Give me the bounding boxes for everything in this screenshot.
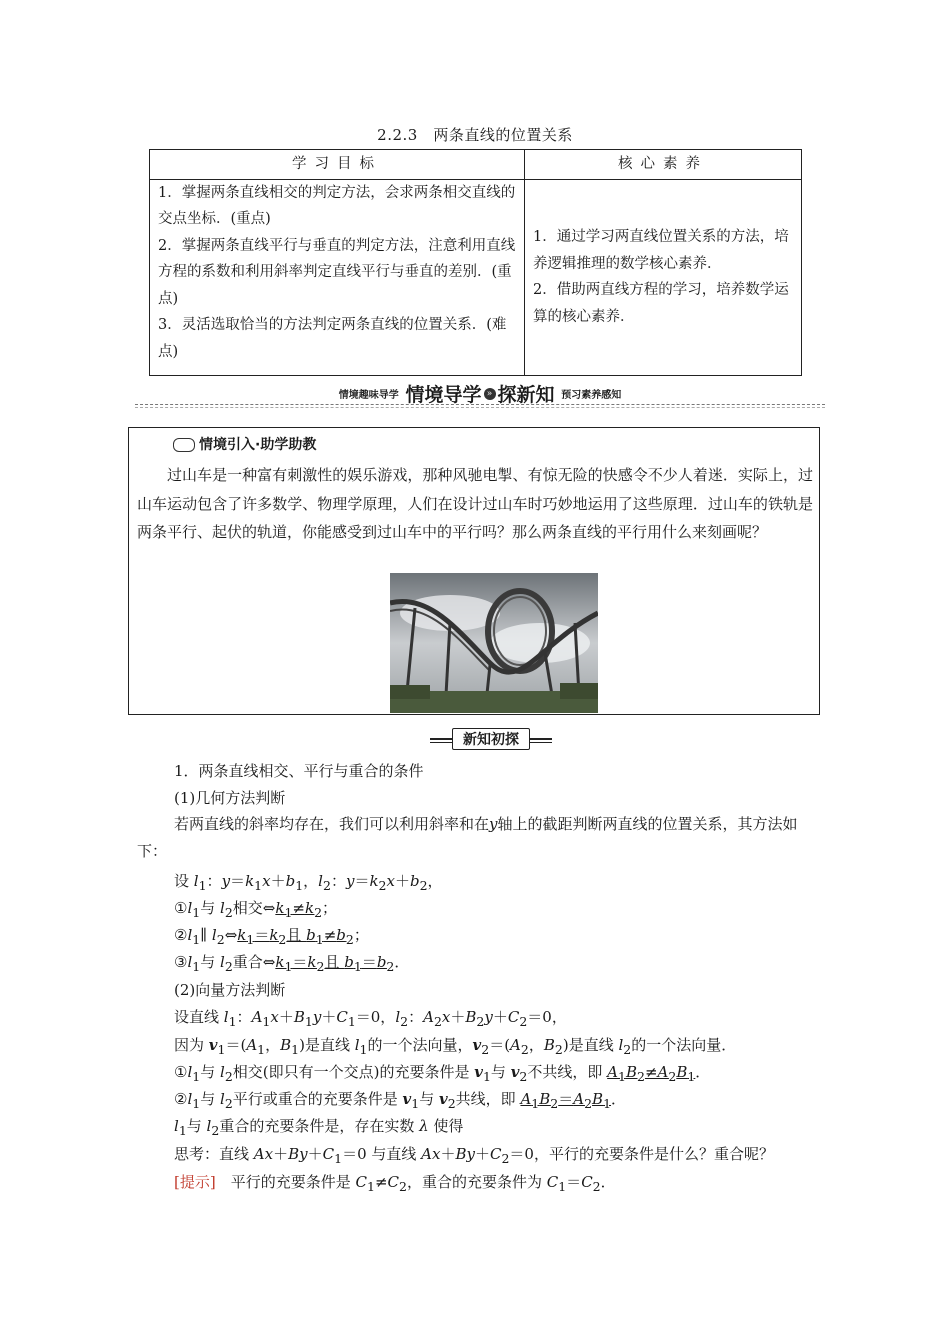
- page-title: 2.2.3 两条直线的位置关系: [377, 126, 573, 144]
- banner-title-right: 探新知: [497, 384, 555, 406]
- section-label: 新知初探: [430, 728, 552, 750]
- roller-coaster-photo: [390, 573, 598, 713]
- goal-item: 2．掌握两条直线平行与垂直的判定方法，注意利用直线方程的系数和利用斜率判定直线平行与垂直的差别．(重点): [158, 237, 516, 307]
- intro-heading: 情境引入·助学助教: [173, 434, 316, 454]
- banner-right-text: 预习素养感知: [561, 390, 622, 401]
- tip-label: [提示]: [174, 1173, 216, 1191]
- heading-1b: (2)向量方法判断: [174, 981, 286, 999]
- literacy-item: 1．通过学习两直线位置关系的方法，培养逻辑推理的数学核心素养．: [533, 229, 789, 272]
- vector-setup: 设直线 $l_1$：$A_1x+B_1y+C_1=0$，$l_2$：$A_2x+B_2y+C_2=0$，: [174, 1008, 567, 1029]
- goal-item: 1．掌握两条直线相交的判定方法，会求两条相交直线的交点坐标．(重点): [158, 184, 516, 227]
- condition-intersect: $①l_1$与 $l_2$相交$\Leftrightarrow k_1\ne k_2$；: [174, 899, 338, 920]
- vector-coincide: $l_1$与 $l_2$重合的充要条件是，存在实数 λ 使得: [174, 1117, 464, 1138]
- intro-paragraph: 过山车是一种富有刺激性的娱乐游戏，那种风驰电掣、有惊无险的快感令不少人着迷．实际上，过山车运动包含了许多数学、物理学原理，人们在设计过山车时巧妙地运用了这些原理．过山车的铁轨是两条平行、起伏的轨道，你能感受到过山车中的平行吗？那么两条直线的平行用什么来刻画呢？: [137, 466, 813, 541]
- glasses-icon: [173, 438, 195, 452]
- condition-coincide: $③l_1$与 $l_2$重合$\Leftrightarrow k_1=k_2$且 $b_1=b_2$．: [174, 953, 410, 974]
- chevron-right-icon: »: [484, 388, 496, 400]
- paragraph-1: 若两直线的斜率均存在，我们可以利用斜率和在y轴上的截距判断两直线的位置关系，其方法如下：: [137, 815, 798, 860]
- formula-setup: 设 $l_1$：$y=k_1x+b_1$，$l_2$：$y=k_2x+b_2$，: [174, 872, 443, 893]
- condition-parallel: $②l_1\parallel$ $l_2\Leftrightarrow k_1=k_2$且 $b_1\ne b_2$；: [174, 926, 369, 947]
- heading-1a: (1)几何方法判断: [174, 789, 286, 807]
- normal-vectors: 因为 $v_1=(A_1$，$B_1$)是直线 $l_1$的一个法向量，$v_2=(A_2$，$B_2$)是直线 $l_2$的一个法向量．: [174, 1036, 737, 1057]
- goals-table: [149, 149, 802, 376]
- goal-item: 3．灵活选取恰当的方法判定两条直线的位置关系．(难点): [158, 317, 507, 360]
- think-question: 思考：直线 $Ax+By+C_1=0$ 与直线 $Ax+By+C_2=0$，平行的充要条件是什么？重合呢？: [174, 1145, 774, 1166]
- tip-answer: [提示] 平行的充要条件是 $C_1\ne C_2$，重合的充要条件为 $C_1=C_2$．: [174, 1173, 616, 1194]
- banner-left-text: 情境趣味导学: [338, 390, 399, 401]
- vector-parallel: $②l_1$与 $l_2$平行或重合的充要条件是 $v_1$与 $v_2$共线，即 $A_1B_2=A_2B_1$．: [174, 1090, 627, 1111]
- vector-intersect: $①l_1$与 $l_2$相交(即只有一个交点)的充要条件是 $v_1$与 $v_2$不共线，即 $A_1B_2\ne A_2B_1$．: [174, 1063, 711, 1084]
- goals-left-cell: [150, 179, 525, 375]
- goals-right-cell: [525, 179, 802, 375]
- goals-header-right: 核心素养: [525, 150, 802, 180]
- goals-header-left: 学习目标: [150, 150, 525, 180]
- literacy-item: 2．借助两直线方程的学习，培养数学运算的核心素养．: [533, 282, 789, 325]
- section-banner: [135, 380, 825, 410]
- heading-1: 1．两条直线相交、平行与重合的条件: [174, 762, 424, 780]
- banner-title-left: 情境导学: [405, 384, 482, 406]
